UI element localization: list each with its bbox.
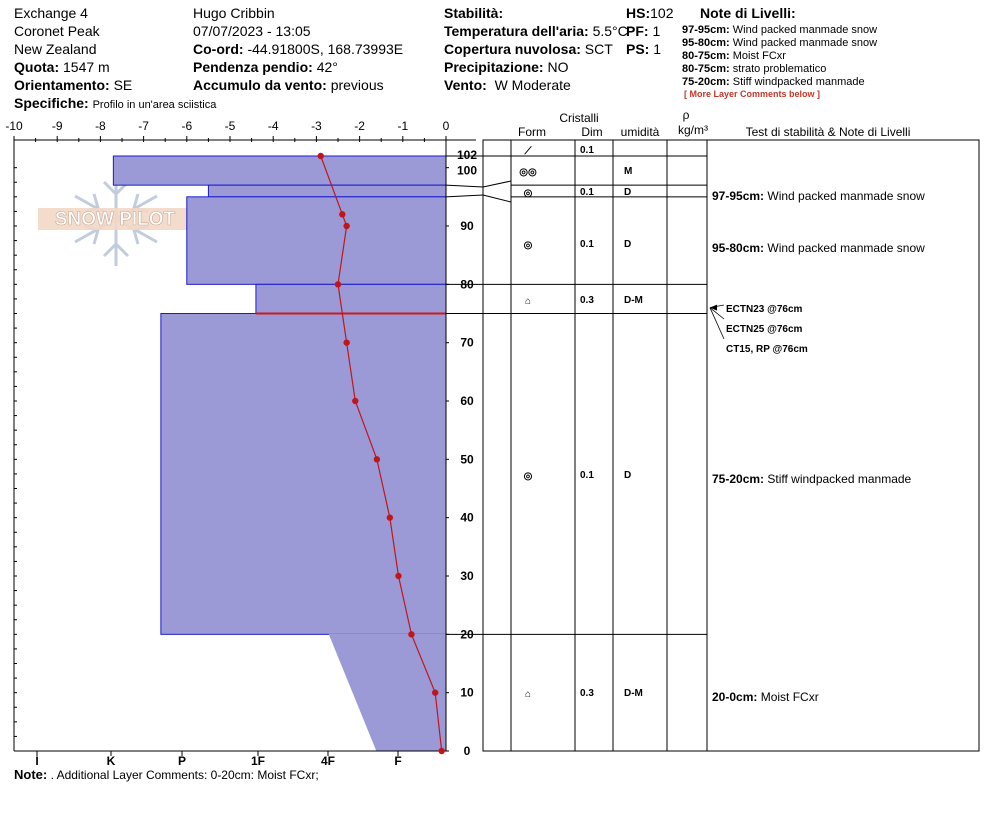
temp-point bbox=[335, 281, 341, 287]
header-tests: Test di stabilità & Note di Livelli bbox=[745, 125, 911, 139]
temp-point bbox=[438, 748, 444, 754]
snowpilot-watermark bbox=[38, 172, 192, 266]
hardness-bar bbox=[161, 314, 446, 635]
temp-point bbox=[374, 456, 380, 462]
depth-label: 0 bbox=[463, 744, 471, 758]
more-comments-link[interactable]: [ More Layer Comments below ] bbox=[684, 89, 821, 99]
grain-size: 0.1 bbox=[580, 239, 594, 250]
depth-label: 70 bbox=[460, 335, 474, 350]
wind-label: Vento: bbox=[444, 77, 487, 93]
layer-note bbox=[712, 690, 819, 704]
depth-label: 10 bbox=[460, 685, 474, 700]
layer-note-text: Wind packed manmade snow bbox=[764, 241, 925, 255]
elevation-label: Quota: bbox=[14, 59, 60, 75]
moisture: D bbox=[624, 470, 632, 481]
grain-form-icon: ◎ bbox=[523, 471, 533, 482]
header-note-text: Wind packed manmade snow bbox=[732, 24, 878, 36]
aspect-label: Orientamento: bbox=[14, 77, 110, 93]
coord-label: Co-ord: bbox=[193, 41, 244, 57]
x-tick-label: -2 bbox=[354, 119, 365, 133]
specifics-value: Profilo in un'area sciistica bbox=[92, 99, 217, 111]
hardness-bar bbox=[256, 284, 446, 313]
hardness-bar bbox=[187, 197, 446, 284]
hardness-tick-label: P bbox=[177, 754, 187, 768]
temp-point bbox=[339, 211, 345, 217]
layer-note-range: 75-20cm: bbox=[712, 472, 765, 486]
x-tick-label: 0 bbox=[442, 119, 450, 133]
coord-value: -44.91800S, 168.73993E bbox=[247, 41, 404, 57]
pf-value: 1 bbox=[652, 23, 661, 39]
aspect-value: SE bbox=[113, 77, 133, 93]
depth-label: 40 bbox=[460, 510, 474, 525]
x-tick-label: -10 bbox=[5, 119, 23, 133]
watermark-text: SNOW PILOT bbox=[54, 209, 176, 230]
depth-label: 50 bbox=[460, 452, 474, 467]
location-line-1: Exchange 4 bbox=[14, 5, 88, 21]
moisture: D bbox=[624, 187, 632, 198]
moisture: D-M bbox=[624, 295, 643, 306]
x-tick-label: -8 bbox=[95, 119, 106, 133]
elevation-value: 1547 m bbox=[63, 59, 110, 75]
hardness-bar bbox=[113, 156, 446, 185]
wind-loading-value: previous bbox=[330, 77, 384, 93]
temp-point bbox=[395, 573, 401, 579]
layer-note-range: 20-0cm: bbox=[712, 690, 758, 704]
hardness-tick-label: I bbox=[35, 754, 39, 768]
stability-test: ECTN25 @76cm bbox=[726, 324, 803, 335]
temp-point bbox=[343, 339, 349, 345]
hardness-tick-label: K bbox=[106, 754, 116, 768]
x-tick-label: -4 bbox=[267, 119, 279, 133]
depth-label: 20 bbox=[460, 627, 474, 642]
grain-form-icon: ⟋ bbox=[524, 146, 532, 157]
temp-point bbox=[408, 631, 414, 637]
header-note-range: 97-95cm: bbox=[682, 24, 730, 36]
header-rho: ρ bbox=[682, 108, 690, 122]
layer-connector bbox=[446, 195, 483, 197]
layer-note-range: 97-95cm: bbox=[712, 189, 765, 203]
footer-note-text: . Additional Layer Comments: 0-20cm: Moist FCxr; bbox=[50, 768, 319, 782]
slope-value: 42° bbox=[316, 59, 338, 75]
grain-form-icon: ◎ bbox=[523, 188, 533, 199]
layer-note-text: Moist FCxr bbox=[757, 690, 819, 704]
layer-note-range: 95-80cm: bbox=[712, 241, 765, 255]
x-tick-label: -6 bbox=[181, 119, 193, 133]
grain-size: 0.1 bbox=[580, 145, 594, 156]
temp-point bbox=[387, 514, 393, 520]
observer: Hugo Cribbin bbox=[193, 5, 275, 21]
datetime: 07/07/2023 - 13:05 bbox=[193, 23, 311, 39]
location-line-2: Coronet Peak bbox=[14, 23, 100, 39]
header-note-text: Wind packed manmade snow bbox=[732, 37, 878, 49]
layer-note bbox=[712, 472, 912, 486]
wind-value: W Moderate bbox=[494, 77, 571, 93]
grain-size: 0.3 bbox=[580, 295, 594, 306]
depth-label: 80 bbox=[460, 277, 474, 292]
layer-note bbox=[712, 189, 925, 203]
footer-note-label: Note: bbox=[14, 767, 48, 782]
notes-title: Note di Livelli: bbox=[700, 5, 796, 21]
layer-note-text: Stiff windpacked manmade bbox=[764, 472, 912, 486]
depth-label: 60 bbox=[460, 394, 474, 408]
grain-form-icon: ◎ bbox=[523, 240, 533, 251]
x-tick-label: -9 bbox=[51, 119, 63, 133]
grain-form-icon: ⌂ bbox=[524, 296, 532, 307]
x-tick-label: -5 bbox=[224, 119, 236, 133]
grain-form-icon: ◎◎ bbox=[519, 167, 537, 178]
header-density: kg/m³ bbox=[678, 123, 708, 137]
moisture: D-M bbox=[624, 688, 643, 699]
depth-label: 102 bbox=[456, 148, 478, 162]
hardness-bar bbox=[329, 634, 446, 751]
hardness-tick-label: 1F bbox=[250, 754, 266, 768]
ps-label: PS: bbox=[626, 41, 650, 57]
air-temp-value: 5.5°C bbox=[592, 23, 628, 39]
hardness-tick-label: 4F bbox=[320, 754, 336, 768]
precip-value: NO bbox=[547, 59, 569, 75]
grain-size: 0.1 bbox=[580, 187, 594, 198]
depth-label: 100 bbox=[456, 163, 478, 178]
header-note-range: 80-75cm: bbox=[682, 63, 730, 75]
hs-value: 102 bbox=[650, 5, 674, 21]
cloud-value: SCT bbox=[584, 41, 613, 57]
wind-loading-label: Accumulo da vento: bbox=[193, 77, 327, 93]
test-arrow bbox=[710, 308, 724, 339]
x-tick-label: -1 bbox=[397, 119, 409, 133]
moisture: M bbox=[624, 166, 633, 177]
stability-test: CT15, RP @76cm bbox=[726, 344, 808, 355]
stability-label: Stabilità: bbox=[444, 5, 504, 21]
pf-label: PF: bbox=[626, 23, 649, 39]
moisture: D bbox=[624, 239, 632, 250]
hardness-tick-label: F bbox=[394, 754, 402, 768]
hardness-profile bbox=[113, 156, 446, 751]
slope-label: Pendenza pendio: bbox=[193, 59, 313, 75]
x-tick-label: -7 bbox=[138, 119, 149, 133]
hs-label: HS: bbox=[626, 5, 651, 21]
strata-table bbox=[446, 108, 979, 751]
x-tick-label: -3 bbox=[311, 119, 322, 133]
table-frame bbox=[483, 140, 979, 751]
layer-note bbox=[712, 241, 925, 255]
header-note-text: Moist FCxr bbox=[732, 50, 786, 62]
temp-point bbox=[352, 398, 358, 404]
location-line-3: New Zealand bbox=[14, 41, 97, 57]
header-size: Dim bbox=[581, 125, 603, 139]
stability-test: ECTN23 @76cm bbox=[726, 304, 803, 315]
layer-connector bbox=[483, 195, 511, 202]
temp-point bbox=[343, 223, 349, 229]
temp-point bbox=[432, 689, 438, 695]
header-note-text: Stiff windpacked manmade bbox=[732, 76, 865, 88]
header-note-range: 95-80cm: bbox=[682, 37, 730, 49]
grain-size: 0.3 bbox=[580, 688, 594, 699]
depth-label: 30 bbox=[460, 569, 474, 583]
layer-connector bbox=[483, 181, 511, 187]
specifics-label: Specifiche: bbox=[14, 95, 89, 111]
footer-note bbox=[14, 767, 319, 783]
depth-label: 90 bbox=[460, 219, 474, 233]
header-note-text: strato problematico bbox=[732, 63, 827, 75]
header-moisture: umidità bbox=[620, 125, 660, 139]
grain-size: 0.1 bbox=[580, 470, 594, 481]
cloud-label: Copertura nuvolosa: bbox=[444, 41, 581, 57]
temp-point bbox=[318, 153, 324, 159]
layer-note-text: Wind packed manmade snow bbox=[764, 189, 925, 203]
header-note-range: 80-75cm: bbox=[682, 50, 730, 62]
precip-label: Precipitazione: bbox=[444, 59, 544, 75]
grain-form-icon: ⌂ bbox=[524, 689, 532, 700]
header-crystals: Cristalli bbox=[559, 111, 599, 125]
air-temp-label: Temperatura dell'aria: bbox=[444, 23, 589, 39]
ps-value: 1 bbox=[653, 41, 662, 57]
header-note-range: 75-20cm: bbox=[682, 76, 730, 88]
header-form: Form bbox=[518, 125, 546, 139]
layer-connector bbox=[446, 185, 483, 187]
hardness-bar bbox=[208, 185, 446, 197]
